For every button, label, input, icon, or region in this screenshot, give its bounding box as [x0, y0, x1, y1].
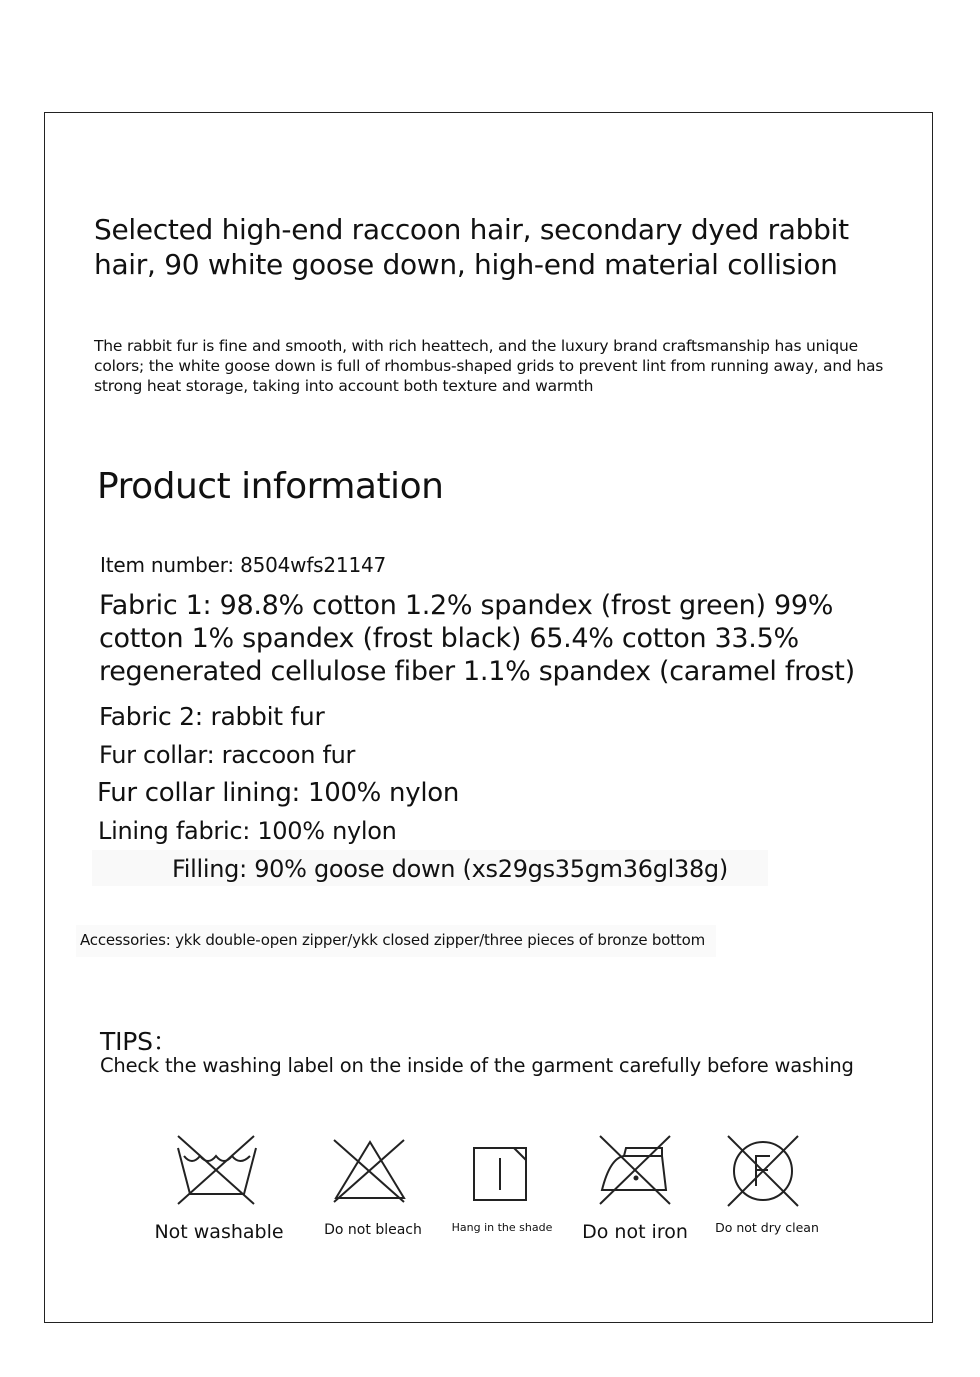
fabric-1: Fabric 1: 98.8% cotton 1.2% spandex (frost green) 99% cotton 1% spandex (frost black) 65.4% cotton 33.5% regenerated cellulose fiber 1.1% spandex (caramel frost): [99, 590, 855, 687]
do-not-dry-clean-icon: [726, 1134, 800, 1208]
headline: Selected high-end raccoon hair, secondary dyed rabbit hair, 90 white goose down, high-end material collision: [94, 213, 849, 281]
item-number: Item number: 8504wfs21147: [100, 553, 387, 577]
product-info-title: Product information: [97, 466, 444, 507]
intro-paragraph: The rabbit fur is fine and smooth, with rich heattech, and the luxury brand craftsmanship has unique colors; the white goose down is full of rhombus-shaped grids to prevent lint from running away, and has strong heat storage, taking into account both texture and warmth: [94, 337, 884, 395]
tips-title: TIPS：: [100, 1027, 178, 1056]
accessories: Accessories: ykk double-open zipper/ykk closed zipper/three pieces of bronze bottom: [80, 931, 705, 949]
do-not-iron-icon: [596, 1134, 674, 1208]
dry-in-shade-icon: [472, 1146, 528, 1202]
care-label-hang-in-shade: Hang in the shade: [451, 1221, 553, 1234]
care-label-not-washable: Not washable: [154, 1221, 284, 1243]
fur-collar-lining: Fur collar lining: 100% nylon: [97, 778, 460, 808]
lining-fabric: Lining fabric: 100% nylon: [98, 817, 397, 845]
fabric-2: Fabric 2: rabbit fur: [99, 702, 325, 731]
do-not-wash-icon: [172, 1134, 262, 1208]
fur-collar: Fur collar: raccoon fur: [99, 741, 356, 769]
filling: Filling: 90% goose down (xs29gs35gm36gl38g): [172, 855, 728, 883]
care-label-do-not-bleach: Do not bleach: [324, 1222, 422, 1238]
care-label-do-not-dry-clean: Do not dry clean: [715, 1220, 819, 1235]
care-label-do-not-iron: Do not iron: [582, 1221, 688, 1243]
tips-text: Check the washing label on the inside of the garment carefully before washing: [100, 1054, 854, 1077]
do-not-bleach-icon: [332, 1138, 408, 1204]
